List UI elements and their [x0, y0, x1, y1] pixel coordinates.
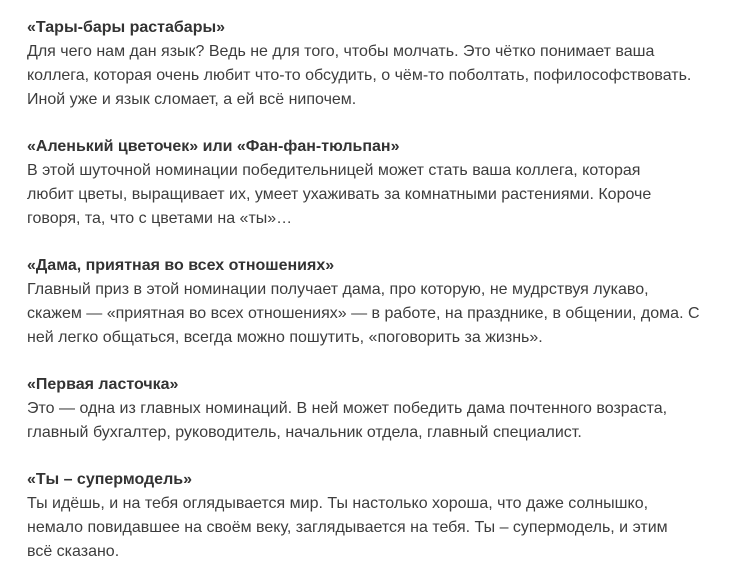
body-line: Главный приз в этой номинации получает дама, про которую, не мудрствуя лукаво, [27, 281, 649, 298]
nomination-section-3 [27, 254, 721, 350]
section-title: «Тары-бары растабары» [27, 19, 226, 36]
body-line: немало повидавшее на своём веку, заглядывается на тебя. Ты – супермодель, и этим [27, 519, 668, 536]
section-body [27, 397, 721, 445]
body-line: говоря, та, что с цветами на «ты»… [27, 210, 293, 227]
body-line: ней легко общаться, всегда можно пошутить, «поговорить за жизнь». [27, 329, 543, 346]
section-title: «Первая ласточка» [27, 376, 179, 393]
section-title: «Дама, приятная во всех отношениях» [27, 257, 335, 274]
section-body [27, 278, 721, 350]
body-line: любит цветы, выращивает их, умеет ухаживать за комнатными растениями. Короче [27, 186, 652, 203]
body-line: всё сказано. [27, 543, 120, 560]
section-body [27, 492, 721, 564]
section-title: «Ты – супермодель» [27, 471, 192, 488]
nomination-section-4 [27, 373, 721, 445]
body-line: Для чего нам дан язык? Ведь не для того, чтобы молчать. Это чётко понимает ваша [27, 43, 655, 60]
body-line: главный бухгалтер, руководитель, начальник отдела, главный специалист. [27, 424, 582, 441]
nomination-section-2 [27, 135, 721, 231]
section-body [27, 159, 721, 231]
body-line: скажем — «приятная во всех отношениях» — в работе, на празднике, в общении, дома. С [27, 305, 700, 322]
body-line: коллега, которая очень любит что-то обсудить, о чём-то поболтать, пофилософствовать. [27, 67, 692, 84]
body-line: Это — одна из главных номинаций. В ней может победить дама почтенного возраста, [27, 400, 668, 417]
nomination-section-5 [27, 468, 721, 564]
body-line: Иной уже и язык сломает, а ей всё нипочем. [27, 91, 357, 108]
body-line: В этой шуточной номинации победительницей может стать ваша коллега, которая [27, 162, 641, 179]
section-body [27, 40, 721, 112]
section-title: «Аленький цветочек» или «Фан-фан-тюльпан» [27, 138, 400, 155]
body-line: Ты идёшь, и на тебя оглядывается мир. Ты настолько хороша, что даже солнышко, [27, 495, 649, 512]
nomination-section-1 [27, 16, 721, 112]
